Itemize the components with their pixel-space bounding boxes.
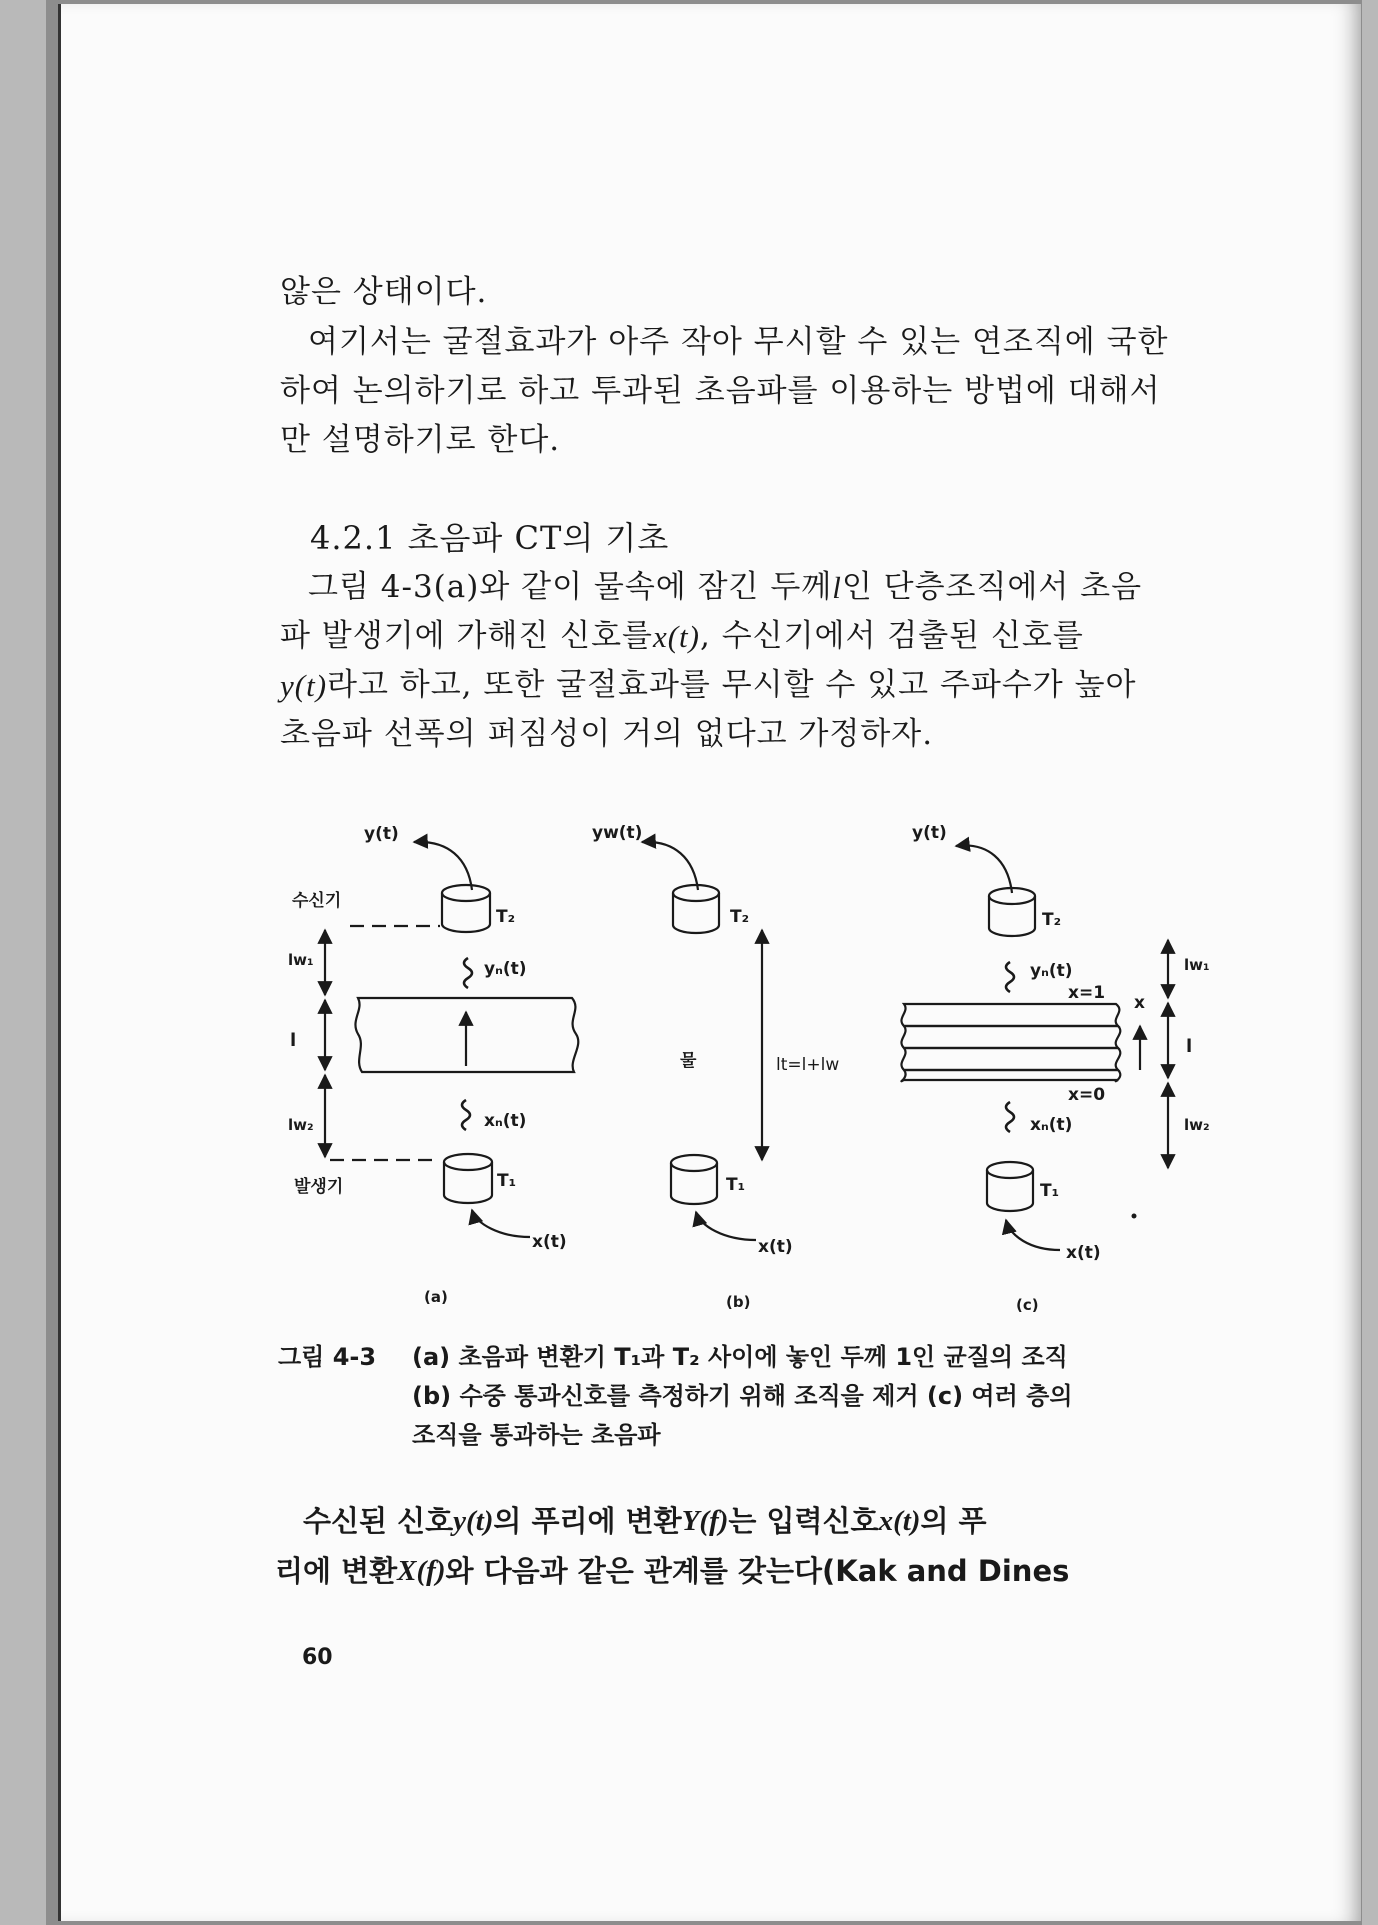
text-span: 파 발생기에 가해진 신호를	[280, 618, 653, 654]
text-span: 리에 변환	[275, 1554, 398, 1588]
variable-X-f: X(f)	[397, 1555, 446, 1587]
text-line: 만 설명하기로 한다.	[280, 422, 561, 458]
label-xn-t: xₙ(t)	[484, 1111, 527, 1131]
wave-symbol-icon	[1006, 1102, 1014, 1132]
text-line: 않은 상태이다.	[280, 274, 488, 310]
label-lt: lt=l+lw	[776, 1055, 840, 1075]
text-line	[275, 1546, 1213, 1596]
transducer-t2-top	[442, 885, 490, 901]
label-receiver: 수신기	[292, 891, 342, 911]
label-yn-t: yₙ(t)	[1030, 961, 1073, 981]
label-yn-t: yₙ(t)	[484, 959, 527, 979]
text-line	[275, 1496, 1213, 1546]
print-speck	[1132, 1214, 1137, 1219]
label-transmitter: 발생기	[294, 1177, 344, 1197]
wave-symbol-icon	[1006, 962, 1014, 992]
layered-tissue	[901, 1004, 1120, 1081]
label-x-equals-1: x=1	[1068, 983, 1106, 1003]
text-span: 의 푸	[920, 1504, 987, 1538]
label-l: l	[1186, 1036, 1193, 1057]
label-t1: T₁	[1040, 1181, 1060, 1201]
text-span: 와 다음과 같은 관계를 갖는다(Kak and Dines	[445, 1554, 1070, 1588]
text-span: 수신된 신호	[303, 1504, 454, 1538]
label-t2: T₂	[730, 907, 750, 927]
input-signal-arrow	[472, 1210, 530, 1237]
variable-Y-f: Y(f)	[681, 1505, 729, 1537]
output-signal-arrow	[414, 842, 472, 890]
wave-symbol-icon	[462, 1100, 470, 1130]
label-water: 물	[680, 1051, 697, 1071]
label-y-t: y(t)	[364, 824, 399, 844]
label-lw1: lw₁	[1184, 956, 1210, 974]
transducer-t1-top	[671, 1155, 717, 1171]
transducer-t2-top	[673, 885, 719, 901]
text-span: , 수신기에서 검출된 신호를	[700, 618, 1084, 654]
label-t2: T₂	[1042, 910, 1062, 930]
input-signal-arrow	[1006, 1220, 1060, 1250]
input-signal-arrow	[696, 1212, 756, 1240]
variable-y-t: y(t)	[280, 668, 328, 703]
label-x-equals-0: x=0	[1068, 1085, 1106, 1105]
label-x-t: x(t)	[758, 1237, 793, 1257]
text-span: 인 단층조직에서 초음	[841, 569, 1143, 605]
label-t1: T₁	[497, 1171, 517, 1191]
label-l: l	[290, 1030, 297, 1051]
page-number: 60	[302, 1645, 333, 1670]
label-t1: T₁	[726, 1175, 746, 1195]
subfigure-label-c: (c)	[1016, 1296, 1039, 1314]
transducer-t1-top	[987, 1162, 1033, 1178]
text-span: 라고 하고, 또한 굴절효과를 무시할 수 있고 주파수가 높아	[327, 667, 1137, 703]
label-t2: T₂	[496, 907, 516, 927]
wave-symbol-icon	[464, 958, 472, 988]
label-xn-t: xₙ(t)	[1030, 1115, 1073, 1135]
variable-x-t: x(t)	[652, 619, 700, 654]
subfigure-label-b: (b)	[726, 1293, 751, 1311]
text-line: 하여 논의하기로 하고 투과된 초음파를 이용하는 방법에 대해서	[280, 373, 1161, 409]
label-lw2: lw₂	[1184, 1116, 1210, 1134]
variable-x-t: x(t)	[878, 1505, 921, 1537]
text-line: 초음파 선폭의 퍼짐성이 거의 없다고 가정하자.	[280, 716, 934, 752]
caption-label: 그림 4-3	[278, 1343, 377, 1371]
text-line: 여기서는 굴절효과가 아주 작아 무시할 수 있는 연조직에 국한	[308, 324, 1169, 360]
label-x-t: x(t)	[1066, 1243, 1101, 1263]
text-span: 는 입력신호	[728, 1504, 879, 1538]
caption-line: 조직을 통과하는 초음파	[412, 1421, 661, 1449]
text-span: 의 푸리에 변환	[493, 1504, 682, 1538]
section-title: 4.2.1 초음파 CT의 기초	[310, 519, 670, 557]
text-span: 그림 4-3(a)와 같이 물속에 잠긴 두께	[308, 569, 833, 605]
paragraph-4	[275, 1496, 1213, 1596]
caption-line: (a) 초음파 변환기 T₁과 T₂ 사이에 놓인 두께 1인 균질의 조직	[412, 1343, 1068, 1371]
label-yw-t: yw(t)	[592, 823, 643, 843]
output-signal-arrow	[956, 845, 1012, 893]
caption-line: (b) 수중 통과신호를 측정하기 위해 조직을 제거 (c) 여러 층의	[412, 1382, 1073, 1410]
transducer-t1-top	[444, 1154, 492, 1170]
variable-y-t: y(t)	[453, 1505, 494, 1537]
label-y-t: y(t)	[912, 823, 947, 843]
caption-text	[412, 1338, 1218, 1455]
label-x: x	[1134, 993, 1145, 1013]
label-lw1: lw₁	[288, 951, 314, 969]
output-signal-arrow	[642, 842, 698, 890]
subfigure-label-a: (a)	[424, 1288, 448, 1306]
label-x-t: x(t)	[532, 1232, 567, 1252]
variable-l: l	[832, 570, 842, 605]
label-lw2: lw₂	[288, 1116, 314, 1134]
